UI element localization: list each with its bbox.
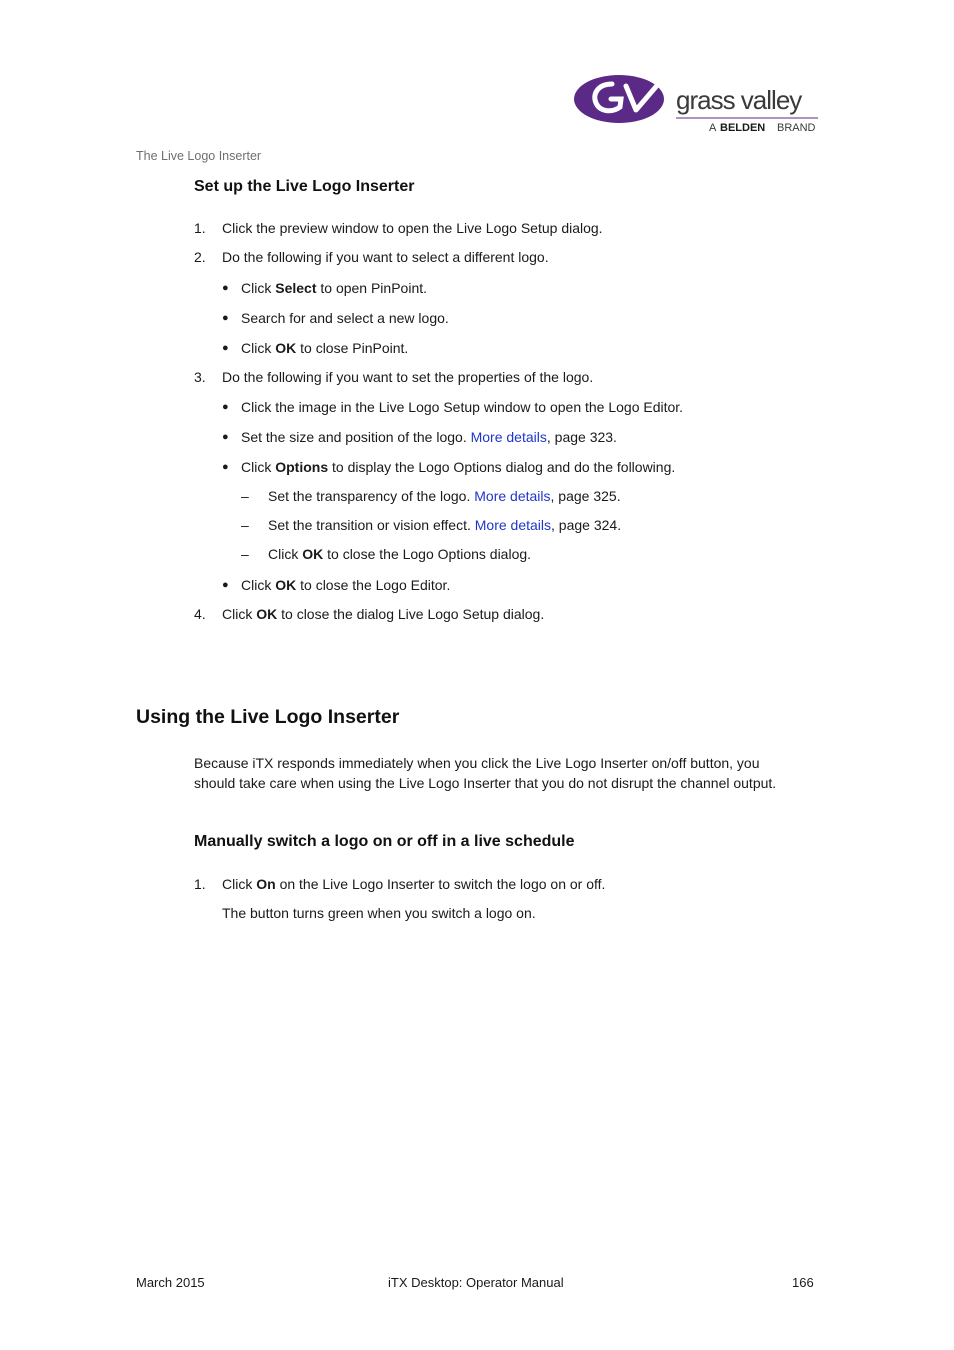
- text-run: to close the Logo Editor.: [296, 577, 451, 593]
- text-run: Click: [222, 606, 257, 622]
- ui-term: OK: [302, 546, 324, 562]
- text-run: to close the Logo Options dialog.: [323, 546, 532, 562]
- step-number: 1.: [194, 220, 206, 236]
- bullet-text: Search for and select a new logo.: [241, 310, 449, 326]
- section-heading-setup: Set up the Live Logo Inserter: [194, 178, 415, 195]
- text-run: to close PinPoint.: [296, 340, 409, 356]
- text-run: Click: [241, 577, 276, 593]
- ui-term: On: [256, 876, 276, 892]
- step-text: Do the following if you want to select a different logo.: [222, 249, 549, 265]
- step-number: 2.: [194, 249, 206, 265]
- logo-tagline-suffix: BRAND: [777, 122, 816, 134]
- bullet-text: [241, 427, 617, 447]
- text-run: , page 325.: [550, 488, 621, 504]
- bullet-icon: ●: [222, 579, 229, 591]
- step-number: 1.: [194, 876, 206, 892]
- text-run: Set the transparency of the logo.: [268, 488, 475, 504]
- step-note: The button turns green when you switch a logo on.: [222, 905, 536, 921]
- ui-term: Select: [275, 280, 317, 296]
- step-number: 4.: [194, 606, 206, 622]
- ui-term: OK: [275, 340, 297, 356]
- paragraph-line: should take care when using the Live Logo Inserter that you do not disrupt the channel output.: [194, 775, 777, 791]
- bullet-icon: ●: [222, 312, 229, 324]
- text-run: on the Live Logo Inserter to switch the logo on or off.: [275, 876, 606, 892]
- text-run: Click: [268, 546, 303, 562]
- text-run: Click: [241, 459, 276, 475]
- dash-text: [268, 544, 531, 564]
- bullet-text: Click the image in the Live Logo Setup window to open the Logo Editor.: [241, 399, 684, 415]
- bullet-text: [241, 457, 675, 477]
- text-run: , page 324.: [551, 517, 622, 533]
- text-run: to display the Logo Options dialog and do the following.: [328, 459, 676, 475]
- running-head: The Live Logo Inserter: [136, 149, 262, 163]
- bullet-icon: ●: [222, 401, 229, 413]
- text-run: Set the size and position of the logo.: [241, 429, 471, 445]
- step-text: Click the preview window to open the Live Logo Setup dialog.: [222, 220, 603, 236]
- text-run: Click: [241, 280, 276, 296]
- bullet-icon: ●: [222, 461, 229, 473]
- dash-icon: –: [241, 488, 249, 504]
- dash-icon: –: [241, 517, 249, 533]
- text-run: Click: [241, 340, 276, 356]
- logo-tagline-prefix: A: [709, 122, 717, 134]
- footer-page-number: 166: [792, 1275, 814, 1290]
- section-heading-manual-switch: Manually switch a logo on or off in a live schedule: [194, 833, 575, 850]
- bullet-text: [241, 338, 408, 358]
- text-run: to open PinPoint.: [316, 280, 428, 296]
- bullet-text: [241, 575, 450, 595]
- ui-term: OK: [275, 577, 297, 593]
- more-details-link[interactable]: More details: [474, 488, 551, 504]
- more-details-link[interactable]: More details: [470, 429, 547, 445]
- bullet-icon: ●: [222, 282, 229, 294]
- grass-valley-logo: [574, 70, 824, 136]
- section-heading-using: Using the Live Logo Inserter: [136, 706, 400, 728]
- more-details-link[interactable]: More details: [474, 517, 552, 533]
- text-run: , page 323.: [546, 429, 617, 445]
- footer-title: iTX Desktop: Operator Manual: [388, 1275, 564, 1290]
- step-number: 3.: [194, 369, 206, 385]
- text-run: to close the dialog Live Logo Setup dialog.: [277, 606, 545, 622]
- bullet-text: [241, 278, 427, 298]
- text-run: Set the transition or vision effect.: [268, 517, 475, 533]
- logo-tagline-brand: BELDEN: [720, 122, 766, 134]
- logo-brand-text: grass valley: [676, 85, 802, 115]
- step-text: [222, 874, 605, 894]
- dash-icon: –: [241, 546, 249, 562]
- ui-term: OK: [256, 606, 278, 622]
- bullet-icon: ●: [222, 431, 229, 443]
- footer-date: March 2015: [136, 1275, 205, 1290]
- step-text: [222, 604, 544, 624]
- paragraph-line: Because iTX responds immediately when you click the Live Logo Inserter on/off button, you: [194, 755, 760, 771]
- text-run: Click: [222, 876, 257, 892]
- dash-text: [268, 486, 621, 506]
- step-text: Do the following if you want to set the properties of the logo.: [222, 369, 594, 385]
- dash-text: [268, 515, 621, 535]
- ui-term: Options: [275, 459, 329, 475]
- bullet-icon: ●: [222, 342, 229, 354]
